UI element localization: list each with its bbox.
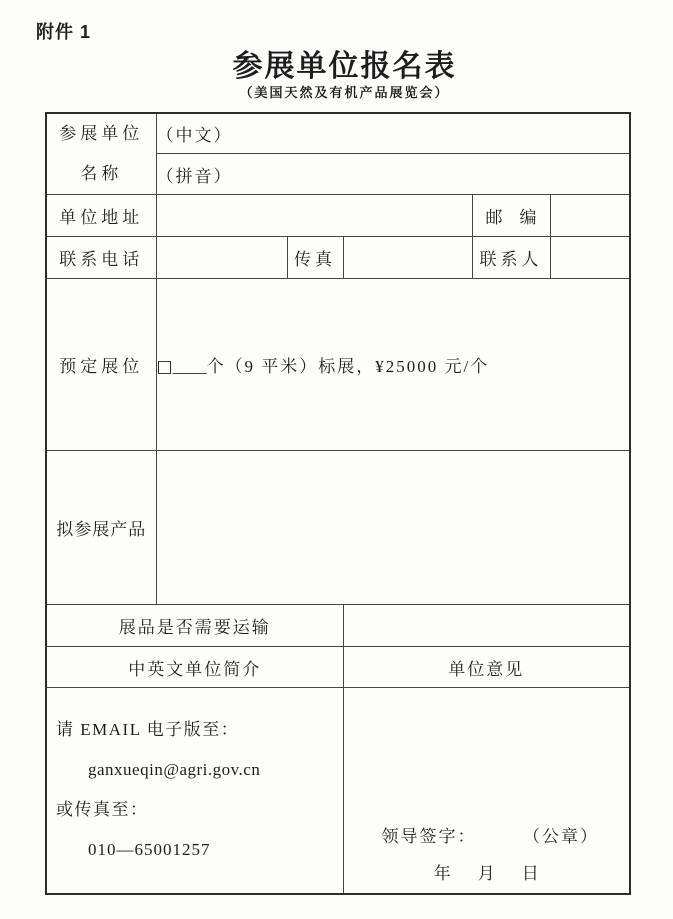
date-year-label: 年 — [433, 863, 451, 883]
row-booth — [46, 279, 630, 451]
products-field[interactable] — [156, 451, 630, 605]
contact-person-field[interactable] — [550, 237, 630, 279]
shipping-field[interactable] — [343, 605, 630, 647]
attachment-label: 附件 1 — [36, 22, 92, 42]
fax-field[interactable] — [343, 237, 472, 279]
approval-area[interactable] — [343, 688, 630, 894]
registration-table — [45, 112, 631, 895]
fax-number: 010—65001257 — [88, 840, 211, 860]
fax-label: 传真 — [287, 237, 343, 279]
phone-field[interactable] — [156, 237, 287, 279]
row-contact — [46, 237, 630, 279]
postal-code-field[interactable] — [550, 195, 630, 237]
row-section-headers — [46, 647, 630, 688]
unit-name-label — [46, 113, 156, 195]
email-address: ganxueqin@agri.gov.cn — [88, 760, 261, 780]
row-unit-name-chinese — [46, 113, 630, 154]
contact-person-label: 联系人 — [472, 237, 550, 279]
signature-row — [344, 826, 630, 848]
row-address — [46, 195, 630, 237]
date-month-label: 月 — [477, 863, 495, 883]
quantity-blank-line[interactable]: ____ — [172, 357, 207, 376]
unit-name-pinyin-field[interactable]: （拼音） — [156, 154, 630, 195]
date-day-label: 日 — [521, 863, 539, 883]
page-subtitle: （美国天然及有机产品展览会） — [239, 85, 450, 100]
booth-option — [156, 279, 630, 451]
checkbox-icon[interactable]: □ — [156, 357, 173, 377]
seal-label: （公章） — [523, 826, 599, 846]
row-products — [46, 451, 630, 605]
row-shipping — [46, 605, 630, 647]
booth-label: 预定展位 — [46, 279, 156, 451]
date-row — [344, 863, 630, 885]
fax-instruction: 或传真至： — [56, 800, 149, 820]
phone-label: 联系电话 — [46, 237, 156, 279]
products-label: 拟参展产品 — [46, 451, 156, 605]
postal-code-label: 邮 编 — [472, 195, 550, 237]
unit-name-label-line1: 参展单位 — [59, 124, 144, 143]
unit-name-label-line2: 名称 — [80, 164, 123, 183]
intro-section-label: 中英文单位简介 — [46, 647, 343, 688]
row-footer — [46, 688, 630, 894]
shipping-label: 展品是否需要运输 — [46, 605, 343, 647]
address-field[interactable] — [156, 195, 472, 237]
submission-info-cell — [46, 688, 343, 894]
page-title: 参展单位报名表 — [232, 50, 457, 83]
opinion-section-label: 单位意见 — [343, 647, 630, 688]
unit-name-chinese-field[interactable]: （中文） — [156, 113, 630, 154]
signature-label: 领导签字： — [381, 826, 477, 846]
booth-option-text: 个（9 平米）标展，¥25000 元/个 — [206, 357, 490, 376]
address-label: 单位地址 — [46, 195, 156, 237]
email-instruction: 请 EMAIL 电子版至： — [56, 720, 240, 740]
